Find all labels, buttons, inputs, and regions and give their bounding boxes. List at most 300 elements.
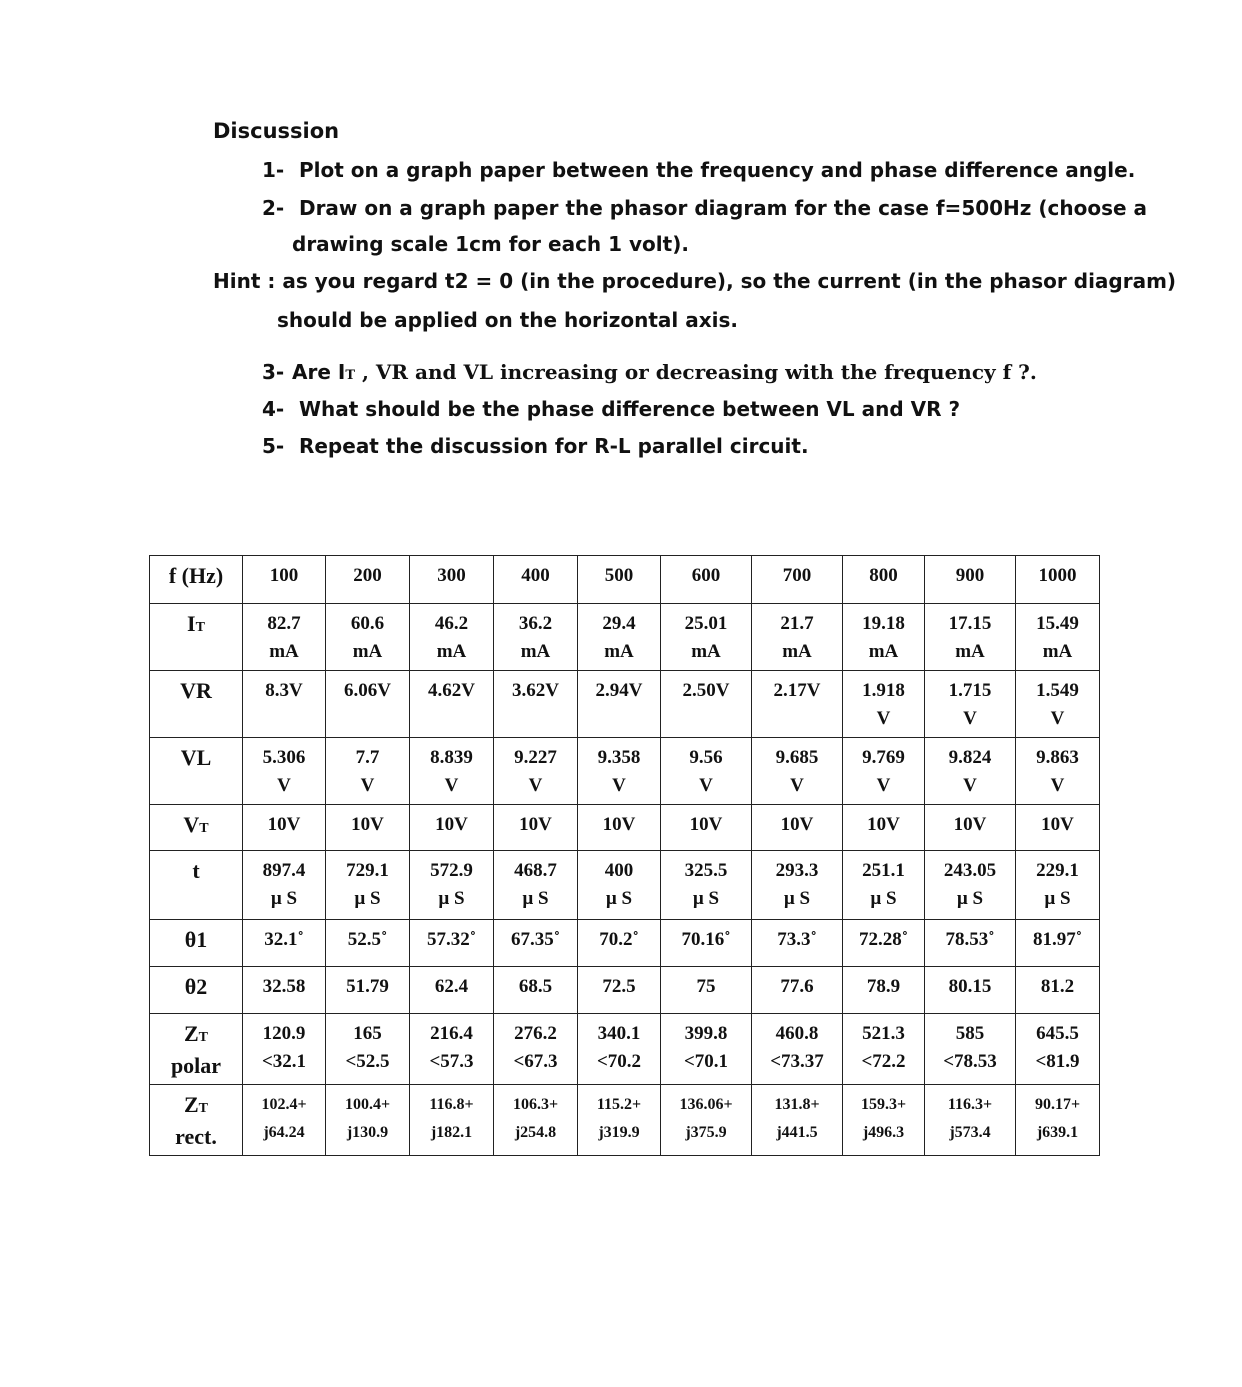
cell-unit: V — [699, 775, 713, 796]
table-cell — [661, 805, 752, 851]
table-cell — [752, 920, 843, 967]
table-cell — [843, 805, 925, 851]
cell-value: 9.824 — [948, 747, 992, 768]
cell-value: 400 — [604, 860, 634, 881]
table-cell — [843, 920, 925, 967]
row-header — [150, 556, 243, 604]
item-text: Repeat the discussion for R-L parallel circuit. — [298, 434, 809, 458]
cell-unit: <32.1 — [261, 1051, 307, 1072]
cell-value: 2.94V — [595, 680, 643, 701]
cell-value: 46.2 — [434, 613, 469, 634]
cell-value: 10V — [867, 814, 900, 835]
table-cell — [925, 671, 1016, 738]
table-cell — [1016, 671, 1100, 738]
cell-unit: µ S — [354, 888, 381, 909]
row-header-label: Z — [183, 1021, 199, 1046]
cell-value: 165 — [353, 1023, 382, 1044]
table-row — [150, 1014, 1100, 1085]
cell-value: 9.358 — [597, 747, 641, 768]
row-header-label: VR — [180, 678, 212, 703]
table-cell — [410, 604, 494, 671]
cell-value: 60.6 — [350, 613, 385, 634]
cell-value: 600 — [691, 565, 721, 586]
table-cell — [494, 671, 578, 738]
cell-unit: mA — [868, 641, 899, 662]
cell-value: 1000 — [1038, 565, 1077, 586]
row-header-label: f (Hz) — [168, 563, 224, 588]
cell-unit: V — [790, 775, 804, 796]
discussion-item-5 — [262, 434, 809, 458]
table-row — [150, 671, 1100, 738]
cell-value: 460.8 — [775, 1023, 819, 1044]
cell-value: 340.1 — [597, 1023, 641, 1044]
table-cell — [925, 1085, 1016, 1156]
table-cell — [661, 1085, 752, 1156]
table-cell — [661, 604, 752, 671]
cell-unit: mA — [436, 641, 467, 662]
cell-unit: µ S — [438, 888, 465, 909]
cell-unit: mA — [955, 641, 985, 662]
cell-unit: V — [876, 775, 891, 796]
item-text-post: , VR and VL increasing or decreasing with the frequency f ?. — [355, 360, 1037, 384]
table-row — [150, 556, 1100, 604]
cell-value: 52.5˚ — [347, 929, 388, 950]
table-cell — [326, 604, 410, 671]
cell-unit: µ S — [870, 888, 897, 909]
row-header-subscript: T — [195, 620, 205, 635]
table-cell — [752, 967, 843, 1014]
table-cell — [925, 851, 1016, 920]
cell-value: 645.5 — [1036, 1023, 1079, 1044]
table-cell — [410, 805, 494, 851]
table-cell — [925, 920, 1016, 967]
table-cell — [1016, 604, 1100, 671]
cell-value: 8.3V — [265, 680, 303, 701]
cell-value: 251.1 — [862, 860, 905, 881]
table-cell — [925, 556, 1016, 604]
table-row — [150, 920, 1100, 967]
cell-unit: µ S — [783, 888, 811, 909]
cell-value: 70.16˚ — [681, 929, 731, 950]
cell-value: 115.2+ — [596, 1096, 642, 1113]
table-cell — [410, 1014, 494, 1085]
table-cell — [243, 604, 326, 671]
cell-unit: j182.1 — [430, 1124, 473, 1141]
table-cell — [578, 738, 661, 805]
table-cell — [578, 967, 661, 1014]
cell-value: 100.4+ — [344, 1096, 391, 1113]
table-cell — [494, 556, 578, 604]
cell-value: 131.8+ — [774, 1096, 820, 1113]
cell-unit: j64.24 — [263, 1124, 305, 1141]
table-cell — [494, 920, 578, 967]
discussion-item-2 — [262, 196, 1147, 220]
table-cell — [752, 604, 843, 671]
cell-value: 17.15 — [948, 613, 992, 634]
item-text: Draw on a graph paper the phasor diagram for the case f=500Hz (choose a — [298, 196, 1148, 220]
table-cell — [661, 556, 752, 604]
item-text: What should be the phase difference between VL and VR ? — [298, 397, 961, 421]
cell-value: 68.5 — [518, 976, 553, 997]
cell-unit: V — [1050, 775, 1065, 796]
cell-unit: V — [528, 775, 543, 796]
cell-value: 106.3+ — [512, 1096, 559, 1113]
table-cell — [243, 967, 326, 1014]
cell-value: 100 — [269, 565, 299, 586]
table-cell — [1016, 967, 1100, 1014]
cell-value: 78.53˚ — [945, 929, 995, 950]
table-cell — [578, 604, 661, 671]
table-cell — [752, 738, 843, 805]
item-number: 4- — [262, 397, 285, 421]
cell-value: 800 — [869, 565, 898, 586]
cell-unit: <67.3 — [513, 1051, 558, 1072]
table-cell — [661, 967, 752, 1014]
table-cell — [243, 851, 326, 920]
cell-unit: j254.8 — [514, 1124, 557, 1141]
row-header-subscript: T — [199, 821, 209, 836]
table-cell — [243, 738, 326, 805]
row-header — [150, 1085, 243, 1156]
cell-unit: mA — [782, 641, 812, 662]
cell-value: 300 — [437, 565, 466, 586]
cell-value: 1.918 — [862, 680, 905, 701]
cell-unit: µ S — [692, 888, 720, 909]
cell-value: 9.863 — [1036, 747, 1079, 768]
table-cell — [843, 604, 925, 671]
cell-unit: <78.53 — [943, 1051, 997, 1072]
table-cell — [326, 967, 410, 1014]
table-cell — [661, 851, 752, 920]
item-number: 5- — [262, 434, 285, 458]
cell-unit: <70.2 — [596, 1051, 642, 1072]
discussion-item-2-continuation: drawing scale 1cm for each 1 volt). — [292, 232, 689, 256]
discussion-item-3 — [262, 360, 1037, 384]
table-cell — [843, 1014, 925, 1085]
table-cell — [925, 738, 1016, 805]
cell-value: 400 — [521, 565, 550, 586]
table-cell — [578, 1085, 661, 1156]
cell-value: 10V — [519, 814, 552, 835]
discussion-item-4 — [262, 397, 960, 421]
cell-value: 3.62V — [512, 680, 559, 701]
row-header — [150, 1014, 243, 1085]
cell-value: 500 — [604, 565, 634, 586]
table-cell — [326, 920, 410, 967]
table-cell — [243, 671, 326, 738]
cell-value: 729.1 — [346, 860, 389, 881]
cell-value: 73.3˚ — [777, 929, 817, 950]
table-cell — [326, 1085, 410, 1156]
cell-value: 21.7 — [780, 613, 814, 634]
cell-value: 67.35˚ — [510, 929, 561, 950]
cell-value: 72.5 — [602, 976, 636, 997]
table-cell — [843, 851, 925, 920]
table-cell — [494, 851, 578, 920]
row-header-label: VL — [180, 745, 212, 770]
measurement-table — [149, 555, 1100, 1156]
table-cell — [578, 671, 661, 738]
row-header — [150, 920, 243, 967]
cell-value: 2.50V — [682, 680, 730, 701]
discussion-item-1 — [262, 158, 1135, 182]
row-header — [150, 967, 243, 1014]
cell-value: 276.2 — [514, 1023, 557, 1044]
table-row — [150, 851, 1100, 920]
table-cell — [326, 671, 410, 738]
item-text-pre: Are I — [292, 360, 346, 384]
cell-value: 9.227 — [514, 747, 557, 768]
table-cell — [1016, 556, 1100, 604]
cell-value: 62.4 — [434, 976, 469, 997]
cell-value: 585 — [955, 1023, 985, 1044]
row-header — [150, 604, 243, 671]
item-number: 1- — [262, 158, 285, 182]
table-cell — [843, 556, 925, 604]
table-cell — [494, 805, 578, 851]
cell-value: 4.62V — [428, 680, 475, 701]
row-header-subscript: T — [198, 1030, 209, 1045]
cell-unit: <72.2 — [861, 1051, 906, 1072]
cell-value: 15.49 — [1036, 613, 1079, 634]
cell-value: 77.6 — [780, 976, 814, 997]
cell-value: 572.9 — [430, 860, 473, 881]
table-cell — [326, 1014, 410, 1085]
cell-unit: mA — [520, 641, 551, 662]
table-cell — [326, 738, 410, 805]
table-cell — [843, 671, 925, 738]
row-header — [150, 671, 243, 738]
cell-value: 293.3 — [775, 860, 819, 881]
cell-unit: mA — [691, 641, 721, 662]
cell-value: 36.2 — [518, 613, 553, 634]
row-header-suffix: rect. — [175, 1124, 217, 1149]
cell-unit: mA — [1042, 641, 1073, 662]
table-cell — [578, 851, 661, 920]
cell-value: 6.06V — [344, 680, 391, 701]
cell-value: 9.685 — [775, 747, 819, 768]
cell-unit: <70.1 — [683, 1051, 729, 1072]
table-cell — [661, 738, 752, 805]
cell-value: 10V — [689, 814, 723, 835]
cell-value: 25.01 — [684, 613, 728, 634]
cell-value: 1.715 — [948, 680, 992, 701]
cell-unit: <57.3 — [429, 1051, 474, 1072]
row-header-label: V — [183, 812, 200, 837]
table-cell — [243, 1014, 326, 1085]
table-cell — [410, 967, 494, 1014]
cell-value: 468.7 — [514, 860, 557, 881]
row-header-label: Z — [183, 1092, 199, 1117]
table-cell — [578, 556, 661, 604]
cell-value: 700 — [782, 565, 812, 586]
cell-value: 32.1˚ — [264, 929, 304, 950]
row-header-label: t — [192, 858, 200, 883]
cell-value: 81.97˚ — [1032, 929, 1083, 950]
table-cell — [1016, 1085, 1100, 1156]
table-cell — [494, 1085, 578, 1156]
cell-unit: mA — [604, 641, 634, 662]
table-cell — [578, 1014, 661, 1085]
row-header — [150, 851, 243, 920]
cell-value: 8.839 — [430, 747, 473, 768]
cell-value: 229.1 — [1036, 860, 1079, 881]
table-cell — [925, 967, 1016, 1014]
table-cell — [1016, 805, 1100, 851]
table-cell — [494, 1014, 578, 1085]
cell-value: 2.17V — [773, 680, 821, 701]
cell-unit: V — [876, 708, 891, 729]
table-cell — [925, 604, 1016, 671]
cell-value: 32.58 — [262, 976, 306, 997]
cell-unit: V — [963, 708, 977, 729]
table-cell — [326, 556, 410, 604]
cell-unit: V — [444, 775, 459, 796]
cell-unit: j130.9 — [346, 1124, 389, 1141]
cell-value: 897.4 — [262, 860, 306, 881]
cell-value: 75 — [696, 976, 716, 997]
table-cell — [410, 1085, 494, 1156]
table-cell — [410, 556, 494, 604]
table-cell — [410, 738, 494, 805]
cell-value: 159.3+ — [860, 1096, 907, 1113]
table-cell — [843, 967, 925, 1014]
row-header — [150, 738, 243, 805]
table-cell — [1016, 851, 1100, 920]
table-row — [150, 738, 1100, 805]
item-text: Plot on a graph paper between the frequency and phase difference angle. — [298, 158, 1136, 182]
cell-value: 70.2˚ — [599, 929, 639, 950]
row-header-label: θ2 — [184, 974, 208, 999]
table-cell — [243, 556, 326, 604]
cell-unit: V — [277, 775, 291, 796]
cell-unit: µ S — [605, 888, 633, 909]
cell-value: 243.05 — [943, 860, 997, 881]
hint-line-1: Hint : as you regard t2 = 0 (in the procedure), so the current (in the phasor diagram) — [213, 269, 1177, 293]
table-cell — [752, 1014, 843, 1085]
cell-value: 216.4 — [430, 1023, 473, 1044]
item-number: 2- — [262, 196, 285, 220]
table-cell — [1016, 920, 1100, 967]
row-header-subscript: T — [198, 1101, 209, 1116]
row-header — [150, 805, 243, 851]
table-row — [150, 805, 1100, 851]
cell-value: 10V — [780, 814, 814, 835]
cell-unit: µ S — [270, 888, 298, 909]
cell-value: 81.2 — [1040, 976, 1075, 997]
cell-value: 9.769 — [862, 747, 905, 768]
cell-unit: j496.3 — [862, 1124, 905, 1141]
cell-value: 10V — [435, 814, 468, 835]
table-cell — [326, 851, 410, 920]
cell-value: 521.3 — [862, 1023, 905, 1044]
cell-unit: µ S — [522, 888, 549, 909]
table-cell — [243, 920, 326, 967]
table-cell — [752, 805, 843, 851]
discussion-heading: Discussion — [213, 119, 340, 143]
cell-unit: V — [360, 775, 375, 796]
item-number: 3- — [262, 360, 285, 384]
table-cell — [494, 604, 578, 671]
cell-value: 900 — [955, 565, 985, 586]
cell-value: 116.8+ — [429, 1096, 474, 1113]
cell-unit: j639.1 — [1036, 1124, 1079, 1141]
table-cell — [494, 967, 578, 1014]
cell-unit: <52.5 — [345, 1051, 390, 1072]
cell-value: 102.4+ — [261, 1096, 307, 1113]
cell-unit: µ S — [1044, 888, 1071, 909]
cell-value: 136.06+ — [679, 1096, 733, 1113]
cell-unit: <73.37 — [770, 1051, 824, 1072]
cell-value: 10V — [602, 814, 636, 835]
cell-unit: V — [1050, 708, 1065, 729]
table-cell — [243, 1085, 326, 1156]
cell-unit: j375.9 — [685, 1124, 727, 1141]
cell-value: 10V — [351, 814, 384, 835]
item-text-sub: T — [345, 368, 355, 383]
cell-value: 7.7 — [355, 747, 380, 768]
cell-value: 116.3+ — [947, 1096, 993, 1113]
cell-value: 29.4 — [602, 613, 636, 634]
cell-unit: j573.4 — [949, 1124, 991, 1141]
cell-unit: mA — [269, 641, 299, 662]
cell-unit: j441.5 — [776, 1124, 818, 1141]
cell-value: 78.9 — [866, 976, 901, 997]
cell-value: 72.28˚ — [858, 929, 909, 950]
table-cell — [578, 920, 661, 967]
table-cell — [243, 805, 326, 851]
cell-value: 90.17+ — [1034, 1096, 1081, 1113]
table-cell — [752, 1085, 843, 1156]
cell-unit: V — [963, 775, 977, 796]
cell-value: 9.56 — [689, 747, 723, 768]
table-cell — [925, 1014, 1016, 1085]
cell-value: 325.5 — [684, 860, 728, 881]
cell-value: 51.79 — [346, 976, 389, 997]
cell-unit: <81.9 — [1035, 1051, 1080, 1072]
cell-value: 10V — [267, 814, 301, 835]
table-cell — [661, 920, 752, 967]
cell-value: 5.306 — [262, 747, 306, 768]
cell-value: 10V — [953, 814, 987, 835]
table-cell — [752, 671, 843, 738]
table-cell — [752, 556, 843, 604]
hint-line-2: should be applied on the horizontal axis. — [277, 308, 738, 332]
cell-unit: µ S — [956, 888, 984, 909]
table-cell — [410, 851, 494, 920]
table-cell — [410, 671, 494, 738]
table-cell — [578, 805, 661, 851]
table-cell — [494, 738, 578, 805]
cell-value: 19.18 — [862, 613, 905, 634]
table-cell — [326, 805, 410, 851]
cell-value: 120.9 — [262, 1023, 306, 1044]
cell-unit: mA — [352, 641, 383, 662]
table-row — [150, 967, 1100, 1014]
table-cell — [661, 1014, 752, 1085]
table-cell — [843, 1085, 925, 1156]
cell-value: 399.8 — [684, 1023, 728, 1044]
table-cell — [661, 671, 752, 738]
cell-unit: V — [612, 775, 626, 796]
table-cell — [1016, 1014, 1100, 1085]
cell-value: 82.7 — [267, 613, 301, 634]
table-cell — [752, 851, 843, 920]
table-cell — [843, 738, 925, 805]
table-cell — [925, 805, 1016, 851]
cell-value: 10V — [1041, 814, 1074, 835]
table-cell — [410, 920, 494, 967]
